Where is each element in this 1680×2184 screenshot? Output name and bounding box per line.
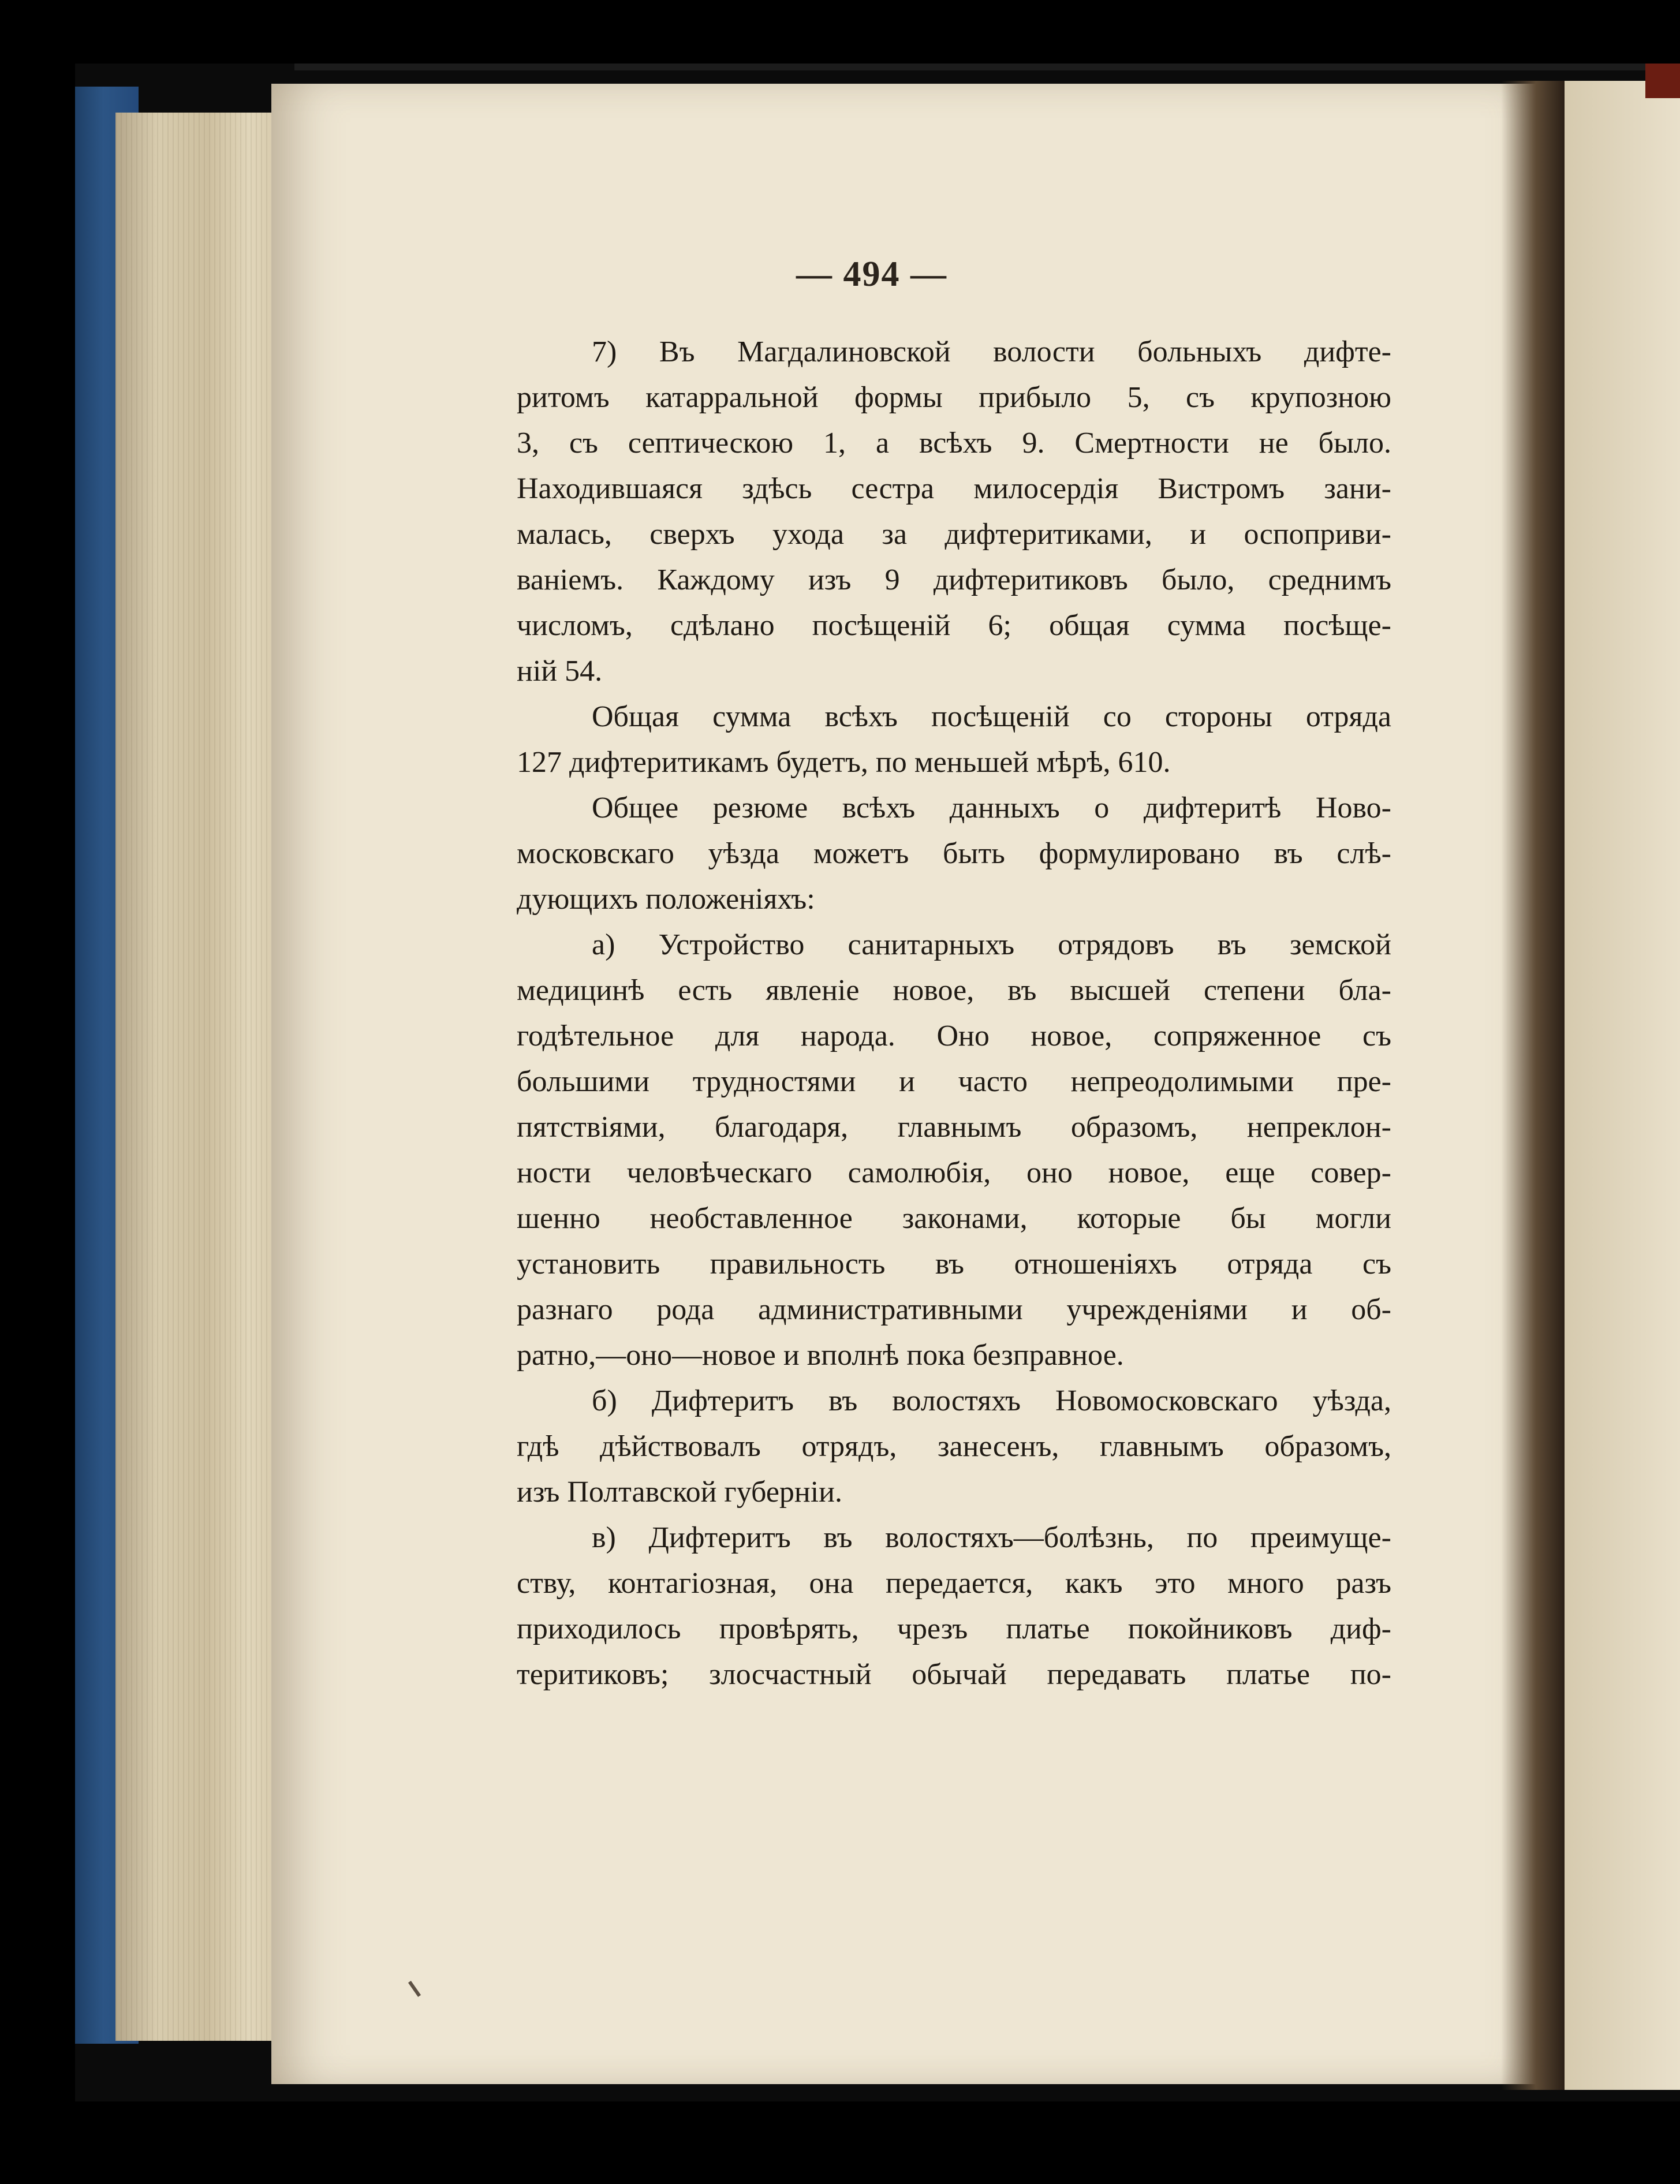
text-line: годѣтельное для народа. Оно новое, сопряженное съ [517, 1020, 1391, 1052]
page-text [517, 329, 1391, 1697]
text-line: малась, сверхъ ухода за дифтеритиками, и оспоприви- [517, 518, 1391, 551]
text-line: ности человѣческаго самолюбія, оно новое, еще совер- [517, 1156, 1391, 1189]
text-line: в) Дифтеритъ въ волостяхъ—болѣзнь, по преимуще- [592, 1521, 1391, 1554]
text-line: изъ Полтавской губерніи. [517, 1476, 843, 1509]
text-line: б) Дифтеритъ въ волостяхъ Новомосковскаго уѣзда, [592, 1384, 1391, 1417]
text-line: а) Устройство санитарныхъ отрядовъ въ земской [592, 928, 1391, 961]
facing-page [1559, 81, 1680, 2090]
text-line: приходилось провѣрять, чрезъ платье покойниковъ диф- [517, 1612, 1391, 1645]
text-line: ваніемъ. Каждому изъ 9 дифтеритиковъ было, среднимъ [517, 563, 1391, 596]
text-line: пятствіями, благодаря, главнымъ образомъ, непреклон- [517, 1111, 1391, 1144]
facing-page-corner [1645, 64, 1680, 98]
text-line: 7) Въ Магдалиновской волости больныхъ дифте- [592, 335, 1391, 368]
text-line: большими трудностями и часто непреодолимыми пре- [517, 1065, 1391, 1098]
text-line: ній 54. [517, 655, 603, 688]
text-line: медицинѣ есть явленіе новое, въ высшей степени бла- [517, 974, 1391, 1007]
text-line: числомъ, сдѣлано посѣщеній 6; общая сумма посѣще- [517, 609, 1391, 642]
page-number: — 494 — [796, 255, 947, 294]
text-line: ратно,—оно—новое и вполнѣ пока безправное. [517, 1339, 1124, 1372]
page-gutter [1501, 81, 1565, 2090]
text-line: установить правильность въ отношеніяхъ отряда съ [517, 1248, 1391, 1280]
text-line: московскаго уѣзда можетъ быть формулировано въ слѣ- [517, 837, 1391, 870]
text-line: шенно необставленное законами, которые бы могли [517, 1202, 1391, 1235]
page-edges [115, 113, 283, 2041]
text-line: разнаго рода административными учрежденіями и об- [517, 1293, 1391, 1326]
text-line: ству, контагіозная, она передается, какъ это много разъ [517, 1567, 1391, 1600]
text-line: Общая сумма всѣхъ посѣщеній со стороны отряда [592, 700, 1391, 733]
text-line: ритомъ катарральной формы прибыло 5, съ крупозною [517, 381, 1391, 414]
scanner-edge [294, 64, 1680, 70]
text-line: дующихъ положеніяхъ: [517, 883, 815, 916]
text-line: Общее резюме всѣхъ данныхъ о дифтеритѣ Ново- [592, 792, 1391, 824]
text-line: 127 дифтеритикамъ будетъ, по меньшей мѣрѣ, 610. [517, 746, 1171, 779]
text-line: гдѣ дѣйствовалъ отрядъ, занесенъ, главнымъ образомъ, [517, 1430, 1391, 1463]
text-line: теритиковъ; злосчастный обычай передавать платье по- [517, 1658, 1391, 1691]
text-line: 3, съ септическою 1, а всѣхъ 9. Смертности не было. [517, 427, 1391, 460]
text-line: Находившаяся здѣсь сестра милосердія Вистромъ зани- [517, 472, 1391, 505]
